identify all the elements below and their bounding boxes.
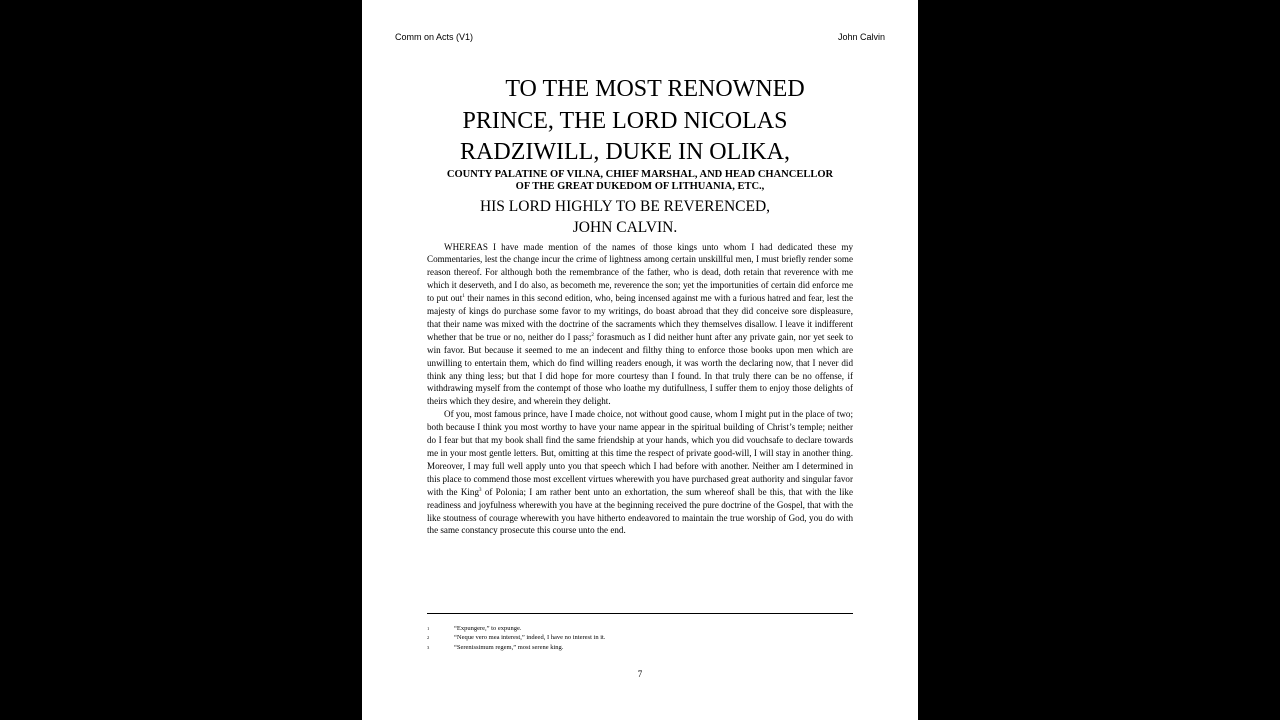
body-paragraph-1-text-b: their names in this second edition, who, being incensed against me with a furious hatred and fear, lest the majesty of kings do purchase some favor to my writings, do boast abroad that they did conceive sore displeasure, that their name was mixed with the doctrine of the sacraments which they themselves disallow. I leave it indifferent whether that be true or no, neither do I pass; <box>427 293 853 342</box>
dedication-title-line-2: PRINCE, THE LORD NICOLAS <box>462 107 788 134</box>
body-paragraph-2-text-a: Of you, most famous prince, have I made choice, not without good cause, whom I might put in the place of two; both because I think you most worthy to have your name appear in the spiritual building of Christ’s temple; neither do I fear but that my book shall find the same friendship at your hands, which you did vouchsafe to declare towards me in your most gentle letters. But, omitting at this time the respect of private good-will, I will stay in another thing. Moreover, I may full well apply unto you that speech which I had before with another. Neither am I determined in this place to commend those most excellent virtues wherewith you have purchased great authority and singular favor with the King <box>427 409 853 497</box>
running-header-title: Comm on Acts (V1) <box>395 32 474 42</box>
footnote-ref-1[interactable]: 1 <box>462 294 465 300</box>
footnote-item <box>427 624 853 633</box>
footnote-ref-2[interactable]: 2 <box>591 332 594 338</box>
page-number: 7 <box>637 669 643 679</box>
dedication-title-line-3: RADZIWILL, DUKE IN OLIKA, <box>460 139 790 165</box>
footnote-text: “Neque vero mea interest,” indeed, I have no interest in it. <box>454 634 606 642</box>
running-header-author: John Calvin <box>837 32 885 42</box>
body-paragraph-1-text-a: WHEREAS I have made mention of the names of those kings unto whom I had dedicated these my Commentaries, lest the change incur the crime of lightness among certain unskillful men, I must briefly render some reason thereof. For although both the remembrance of the father, who is dead, doth retain that reverence with me which it deserveth, and I do also, as becometh me, reverence the son; yet the importunities of certain did enforce me to put out <box>427 241 853 304</box>
footnote-ref-3[interactable]: 3 <box>479 487 482 493</box>
footnote-item <box>427 633 853 642</box>
footnote-divider <box>427 613 853 614</box>
page-content <box>427 74 853 537</box>
dedication-title-line-1: TO THE MOST RENOWNED <box>505 76 805 102</box>
document-page <box>362 0 918 720</box>
body-paragraph-2 <box>427 408 853 537</box>
body-paragraph-1 <box>427 241 853 409</box>
dedication-author: JOHN CALVIN. <box>572 218 678 236</box>
footnote-item <box>427 643 853 652</box>
dedication-subtitle-line-1: COUNTY PALATINE OF VILNA, CHIEF MARSHAL, AND HEAD CHANCELLOR <box>446 168 834 180</box>
footnote-number: 2 <box>427 635 430 641</box>
dedication-title-line-4: HIS LORD HIGHLY TO BE REVERENCED, <box>479 197 771 215</box>
footnotes <box>427 624 853 652</box>
footnote-text: “Serenissimum regem,” most serene king. <box>454 643 564 651</box>
footnote-number: 3 <box>427 644 430 650</box>
footnote-text: “Expungere,” to expunge. <box>454 625 522 632</box>
dedication-subtitle-line-2: OF THE GREAT DUKEDOM OF LITHUANIA, ETC., <box>515 181 765 192</box>
body-paragraph-2-text-b: of Polonia; I am rather bent unto an exhortation, the sum whereof shall be this, that with the like readiness and joyfulness wherewith you have at the beginning received the pure doctrine of the Gospel, that with the like stoutness of courage wherewith you have hitherto endeavored to maintain the true worship of God, you do with the same constancy prosecute this course unto the end. <box>427 486 853 536</box>
body-paragraph-1-text-c: forasmuch as I did neither hunt after any private gain, nor yet seek to win favor. But because it seemed to me an indecent and filthy thing to enforce those books upon men which are unwilling to entertain them, which do find willing readers enough, it was worth the declaring now, that I never did think any thing less; but that I did hope for more courtesy than I found. In that truly there can be no offense, if withdrawing myself from the contempt of those who loathe my dutifullness, I suffer them to enjoy those delights of theirs which they desire, and wherein they delight. <box>427 331 853 407</box>
footnote-number: 1 <box>427 626 430 631</box>
